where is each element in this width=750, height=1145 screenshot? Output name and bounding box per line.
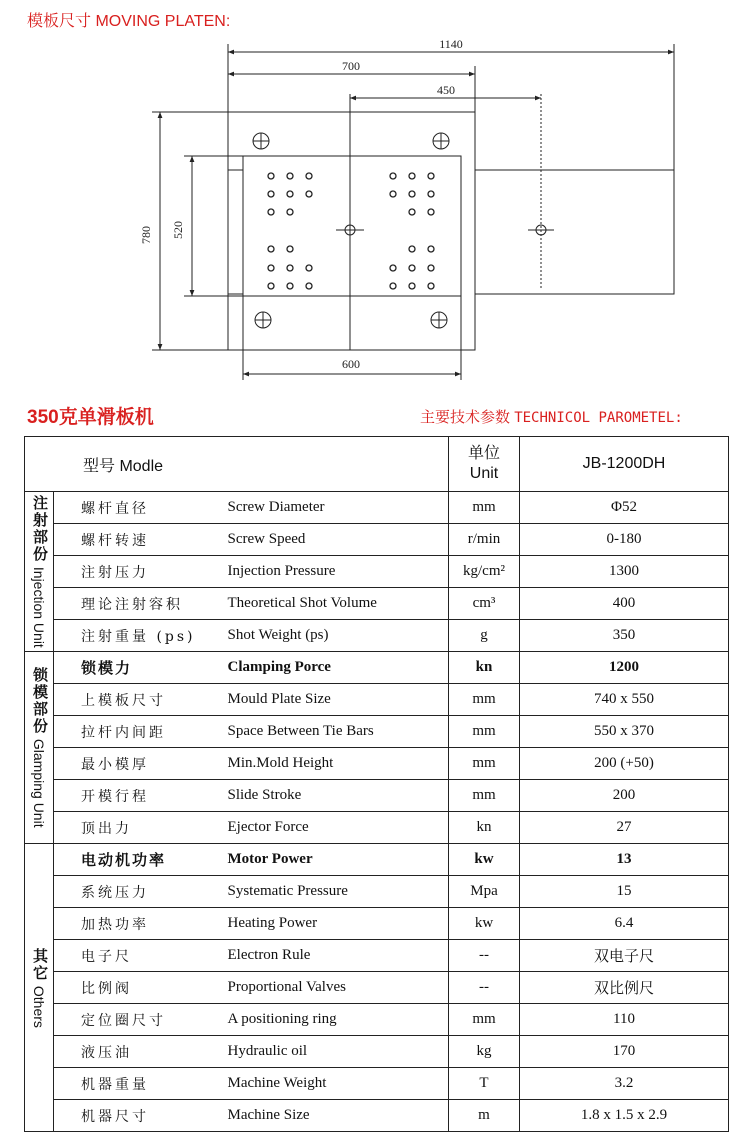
param-name-en: Shot Weight (ps) bbox=[224, 620, 449, 652]
spec-table bbox=[24, 436, 729, 1132]
table-row bbox=[25, 844, 729, 876]
param-name-cn: 上模板尺寸 bbox=[54, 684, 224, 716]
param-name-cn: 锁模力 bbox=[54, 652, 224, 684]
param-unit: g bbox=[449, 620, 520, 652]
group-label-en: Glamping Unit bbox=[31, 739, 47, 828]
param-value: 1.8 x 1.5 x 2.9 bbox=[520, 1100, 729, 1132]
left-tab bbox=[228, 170, 243, 294]
param-unit: kn bbox=[449, 652, 520, 684]
group-label-en: Others bbox=[31, 985, 47, 1028]
param-name-cn: 注射压力 bbox=[54, 556, 224, 588]
param-unit: mm bbox=[449, 780, 520, 812]
group-label-text bbox=[28, 667, 50, 828]
table-row bbox=[25, 652, 729, 684]
param-value: 双比例尺 bbox=[520, 972, 729, 1004]
group-label bbox=[25, 652, 54, 844]
header-model: 型号 Modle bbox=[25, 437, 449, 492]
group-label-cn: 其它 bbox=[31, 947, 48, 982]
table-row bbox=[25, 908, 729, 940]
param-unit: cm³ bbox=[449, 588, 520, 620]
table-row bbox=[25, 524, 729, 556]
param-unit: mm bbox=[449, 684, 520, 716]
param-name-cn: 加热功率 bbox=[54, 908, 224, 940]
param-value: 740 x 550 bbox=[520, 684, 729, 716]
param-name-en: Slide Stroke bbox=[224, 780, 449, 812]
platen-drawing bbox=[0, 30, 750, 390]
param-name-cn: 系统压力 bbox=[54, 876, 224, 908]
param-name-en: Motor Power bbox=[224, 844, 449, 876]
param-name-cn: 液压油 bbox=[54, 1036, 224, 1068]
param-value: 200 (+50) bbox=[520, 748, 729, 780]
table-row bbox=[25, 1004, 729, 1036]
param-name-en: Electron Rule bbox=[224, 940, 449, 972]
table-row bbox=[25, 716, 729, 748]
param-name-en: Theoretical Shot Volume bbox=[224, 588, 449, 620]
param-name-en: Screw Speed bbox=[224, 524, 449, 556]
group-label-cn: 锁模部份 bbox=[31, 667, 48, 736]
header-unit-cn: 单位 bbox=[467, 445, 500, 462]
param-name-cn: 顶出力 bbox=[54, 812, 224, 844]
table-row bbox=[25, 1068, 729, 1100]
table-row bbox=[25, 876, 729, 908]
param-value: 15 bbox=[520, 876, 729, 908]
param-unit: mm bbox=[449, 748, 520, 780]
dim-1140: 1140 bbox=[439, 37, 463, 51]
group-label-text bbox=[28, 948, 50, 1028]
dim-700: 700 bbox=[342, 59, 360, 73]
param-name-cn: 电子尺 bbox=[54, 940, 224, 972]
table-row bbox=[25, 1036, 729, 1068]
param-name-en: Heating Power bbox=[224, 908, 449, 940]
param-unit: kg/cm² bbox=[449, 556, 520, 588]
params-title bbox=[420, 406, 683, 427]
param-value: 400 bbox=[520, 588, 729, 620]
param-value: 200 bbox=[520, 780, 729, 812]
table-row bbox=[25, 492, 729, 524]
table-row bbox=[25, 1100, 729, 1132]
group-label bbox=[25, 844, 54, 1132]
param-unit: -- bbox=[449, 972, 520, 1004]
param-name-cn: 最小模厚 bbox=[54, 748, 224, 780]
param-name-en: A positioning ring bbox=[224, 1004, 449, 1036]
mounting-holes bbox=[268, 173, 434, 289]
param-value: 13 bbox=[520, 844, 729, 876]
param-name-cn: 理论注射容积 bbox=[54, 588, 224, 620]
table-row bbox=[25, 940, 729, 972]
param-value: Φ52 bbox=[520, 492, 729, 524]
param-name-cn: 机器尺寸 bbox=[54, 1100, 224, 1132]
param-name-cn: 开模行程 bbox=[54, 780, 224, 812]
param-name-en: Space Between Tie Bars bbox=[224, 716, 449, 748]
table-row bbox=[25, 972, 729, 1004]
dim-600: 600 bbox=[342, 357, 360, 371]
param-name-cn: 机器重量 bbox=[54, 1068, 224, 1100]
param-unit: kg bbox=[449, 1036, 520, 1068]
param-name-cn: 螺杆转速 bbox=[54, 524, 224, 556]
param-name-cn: 拉杆内间距 bbox=[54, 716, 224, 748]
machine-title: 350克单滑板机 bbox=[27, 407, 154, 428]
param-name-en: Machine Weight bbox=[224, 1068, 449, 1100]
params-title-en: TECHNICOL PAROMETEL: bbox=[514, 410, 683, 426]
param-name-en: Clamping Porce bbox=[224, 652, 449, 684]
table-row bbox=[25, 684, 729, 716]
param-value: 0-180 bbox=[520, 524, 729, 556]
param-name-en: Ejector Force bbox=[224, 812, 449, 844]
param-name-cn: 定位圈尺寸 bbox=[54, 1004, 224, 1036]
group-label-en: Injection Unit bbox=[31, 566, 47, 648]
param-unit: mm bbox=[449, 716, 520, 748]
param-name-en: Screw Diameter bbox=[224, 492, 449, 524]
param-name-en: Mould Plate Size bbox=[224, 684, 449, 716]
param-name-en: Hydraulic oil bbox=[224, 1036, 449, 1068]
table-row bbox=[25, 748, 729, 780]
platen-title: 模板尺寸 MOVING PLATEN: bbox=[27, 13, 231, 30]
param-value: 170 bbox=[520, 1036, 729, 1068]
param-name-en: Proportional Valves bbox=[224, 972, 449, 1004]
dim-520: 520 bbox=[171, 221, 185, 239]
param-unit: kw bbox=[449, 844, 520, 876]
table-row bbox=[25, 812, 729, 844]
param-unit: mm bbox=[449, 492, 520, 524]
group-label-text bbox=[28, 495, 50, 648]
param-name-cn: 螺杆直径 bbox=[54, 492, 224, 524]
dim-450: 450 bbox=[437, 83, 455, 97]
param-value: 双电子尺 bbox=[520, 940, 729, 972]
param-unit: kn bbox=[449, 812, 520, 844]
param-unit: T bbox=[449, 1068, 520, 1100]
table-row bbox=[25, 780, 729, 812]
param-name-cn: 注射重量 (ps) bbox=[54, 620, 224, 652]
table-header-row bbox=[25, 437, 729, 492]
header-unit bbox=[449, 437, 520, 492]
param-name-en: Min.Mold Height bbox=[224, 748, 449, 780]
param-value: 350 bbox=[520, 620, 729, 652]
param-value: 6.4 bbox=[520, 908, 729, 940]
param-unit: mm bbox=[449, 1004, 520, 1036]
param-value: 27 bbox=[520, 812, 729, 844]
table-row bbox=[25, 620, 729, 652]
header-unit-en: Unit bbox=[469, 465, 499, 482]
param-name-en: Injection Pressure bbox=[224, 556, 449, 588]
table-row bbox=[25, 556, 729, 588]
param-unit: -- bbox=[449, 940, 520, 972]
dim-780: 780 bbox=[139, 226, 153, 244]
param-value: 1200 bbox=[520, 652, 729, 684]
param-unit: kw bbox=[449, 908, 520, 940]
param-name-en: Machine Size bbox=[224, 1100, 449, 1132]
param-unit: Mpa bbox=[449, 876, 520, 908]
group-label bbox=[25, 492, 54, 652]
param-value: 3.2 bbox=[520, 1068, 729, 1100]
param-name-en: Systematic Pressure bbox=[224, 876, 449, 908]
extension-plate bbox=[475, 170, 674, 294]
group-label-cn: 注射部份 bbox=[31, 495, 48, 564]
param-unit: r/min bbox=[449, 524, 520, 556]
param-unit: m bbox=[449, 1100, 520, 1132]
header-model-value: JB-1200DH bbox=[520, 437, 729, 492]
param-value: 1300 bbox=[520, 556, 729, 588]
param-value: 550 x 370 bbox=[520, 716, 729, 748]
param-name-cn: 比例阀 bbox=[54, 972, 224, 1004]
param-value: 110 bbox=[520, 1004, 729, 1036]
param-name-cn: 电动机功率 bbox=[54, 844, 224, 876]
params-title-cn: 主要技术参数 bbox=[420, 409, 511, 426]
table-row bbox=[25, 588, 729, 620]
